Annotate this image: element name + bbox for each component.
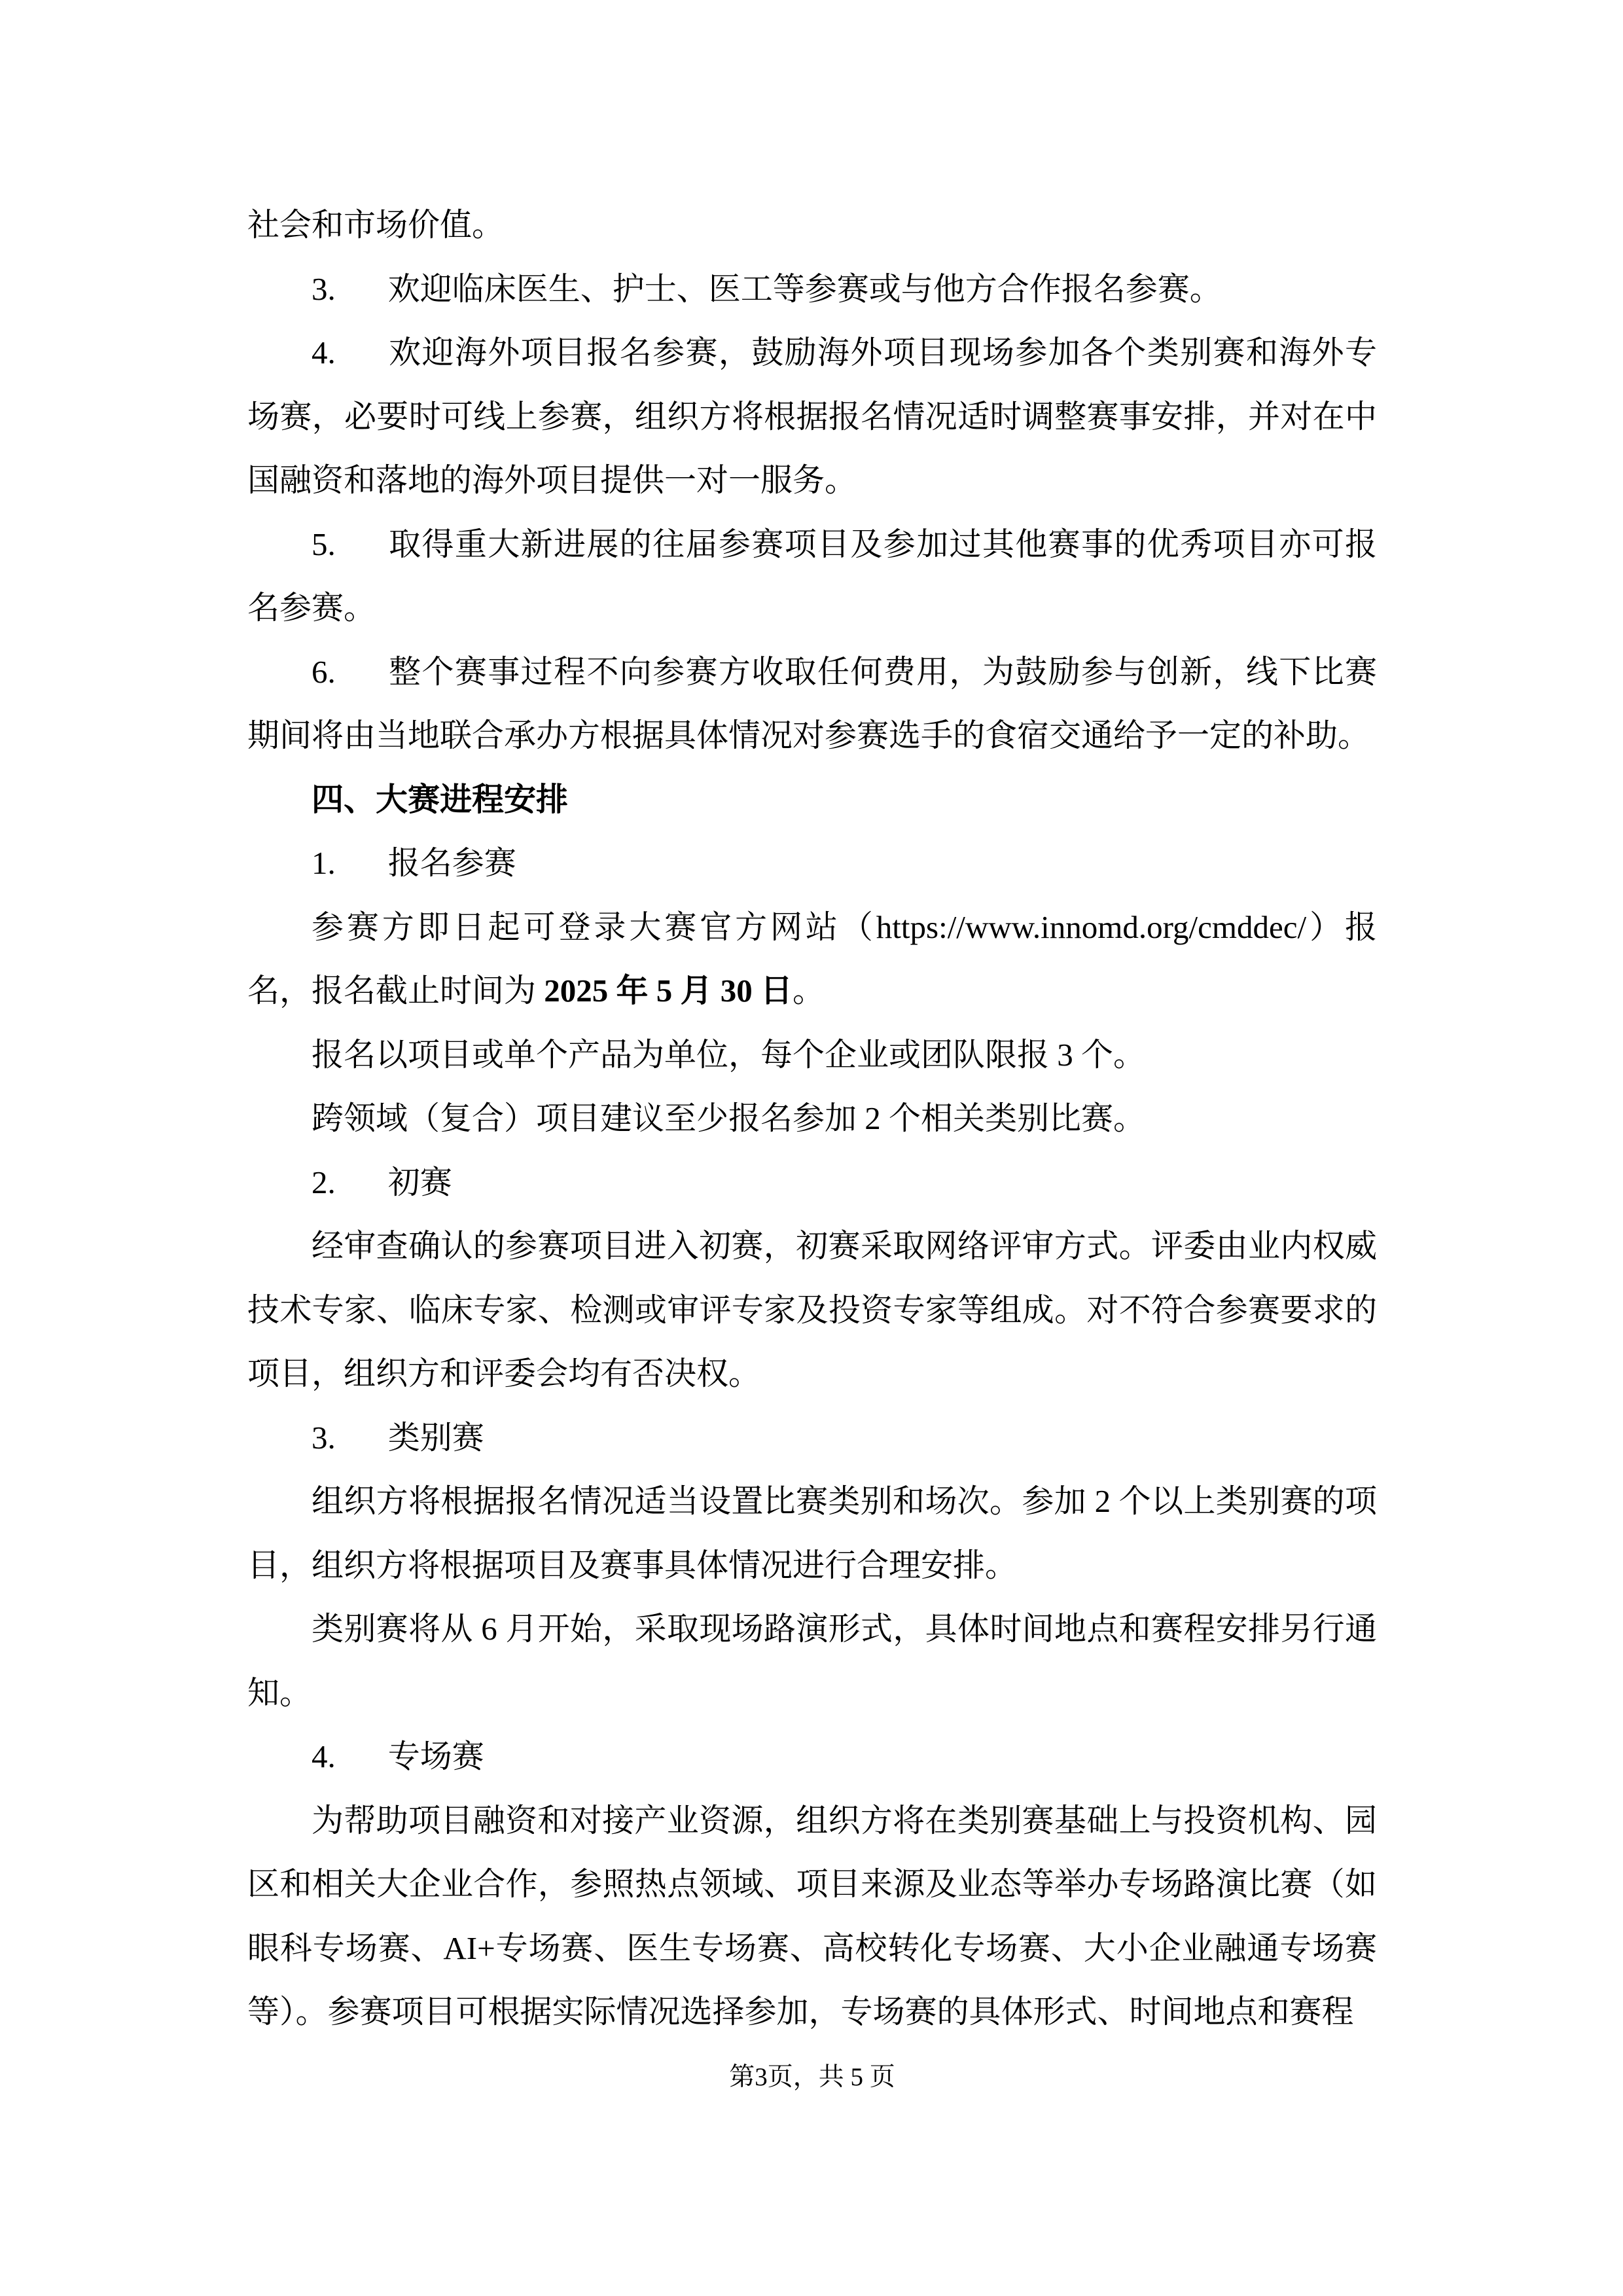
paragraph: [247, 895, 1377, 1023]
text-run: 整个赛事过程不向参赛方收取任何费用，为鼓励参与创新，线下比赛期间将由当地联合承办方根据具体情况对参赛选手的食宿交通给予一定的补助。: [247, 653, 1377, 753]
paragraph: [247, 1789, 1377, 2044]
paragraph: [247, 1086, 1377, 1151]
text-run: 跨领域（复合）项目建议至少报名参加 2 个相关类别比赛。: [312, 1100, 1146, 1136]
text-run: 初赛: [387, 1164, 452, 1200]
text-run: 专场赛: [387, 1738, 484, 1774]
text-run: 欢迎临床医生、护士、医工等参赛或与他方合作报名参赛。: [387, 270, 1222, 307]
list-number: 1.: [312, 845, 336, 881]
list-number: 3.: [312, 270, 336, 307]
text-run: 参赛方即日起可登录大赛官方网站（https://www.innomd.org/cmddec/）报名，报名截止时间为: [247, 908, 1377, 1009]
text-run: 组织方将根据报名情况适当设置比赛类别和场次。参加 2 个以上类别赛的项目，组织方将根据项目及赛事具体情况进行合理安排。: [247, 1483, 1377, 1583]
page-footer: 第3页，共 5 页: [729, 2063, 895, 2091]
text-run: 类别赛将从 6 月开始，采取现场路演形式，具体时间地点和赛程安排另行通知。: [247, 1611, 1377, 1711]
paragraph: [247, 321, 1377, 512]
text-run: 类别赛: [387, 1419, 484, 1456]
list-number: 4.: [312, 1738, 336, 1774]
text-run: 经审查确认的参赛项目进入初赛，初赛采取网络评审方式。评委由业内权威技术专家、临床专家、检测或审评专家及投资专家等组成。对不符合参赛要求的项目，组织方和评委会均有否决权。: [247, 1228, 1377, 1391]
text-run: 报名以项目或单个产品为单位，每个企业或团队限报 3 个。: [312, 1036, 1146, 1073]
text-run: 欢迎海外项目报名参赛，鼓励海外项目现场参加各个类别赛和海外专场赛，必要时可线上参赛，组织方将根据报名情况适时调整赛事安排，并对在中国融资和落地的海外项目提供一对一服务。: [247, 334, 1377, 498]
list-number: 2.: [312, 1164, 336, 1200]
paragraph: [247, 257, 1377, 321]
paragraph: [247, 1725, 1377, 1789]
paragraph: [247, 1469, 1377, 1597]
document-body: [247, 193, 1377, 2044]
list-number: 4.: [312, 334, 336, 370]
paragraph: [247, 1406, 1377, 1470]
list-number: 3.: [312, 1419, 336, 1456]
section-heading: [247, 768, 1377, 832]
paragraph: [247, 1023, 1377, 1087]
text-run: 为帮助项目融资和对接产业资源，组织方将在类别赛基础上与投资机构、园区和相关大企业合作，参照热点领域、项目来源及业态等举办专场路演比赛（如眼科专场赛、AI+专场赛、医生专场赛、高校转化专场赛、大小企业融通专场赛等）。参赛项目可根据实际情况选择参加，专场赛的具体形式、时间地点和赛程: [247, 1802, 1377, 2030]
list-number: 6.: [312, 653, 336, 690]
text-run: 报名参赛: [387, 845, 516, 881]
paragraph: [247, 193, 1377, 257]
paragraph: [247, 640, 1377, 768]
list-number: 5.: [312, 526, 336, 562]
bold-text-run: 四、大赛进程安排: [312, 781, 569, 817]
paragraph: [247, 1214, 1377, 1406]
text-run: 。: [793, 973, 825, 1009]
paragraph: [247, 1151, 1377, 1215]
paragraph: [247, 512, 1377, 640]
paragraph: [247, 831, 1377, 895]
text-run: 社会和市场价值。: [247, 207, 505, 243]
text-run: 取得重大新进展的往届参赛项目及参加过其他赛事的优秀项目亦可报名参赛。: [247, 526, 1377, 626]
paragraph: [247, 1597, 1377, 1725]
bold-text-run: 2025 年 5 月 30 日: [544, 973, 793, 1009]
